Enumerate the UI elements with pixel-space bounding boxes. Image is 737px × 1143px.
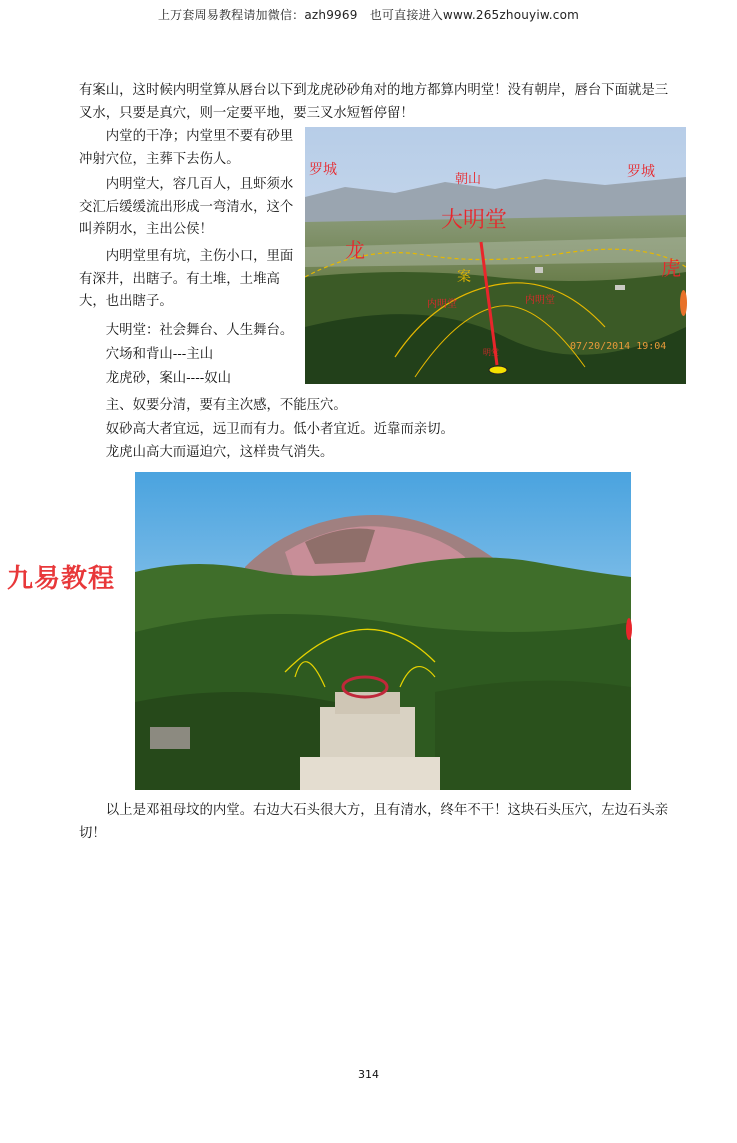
label-damingtang: 大明堂 [441,208,508,233]
page-edge-mark-2 [626,618,632,640]
watermark-logo: 九易教程 [7,564,116,594]
tomb-photo [135,472,631,790]
label-neimingtang-right: 内明堂 [525,295,555,306]
label-luocheng-left: 罗城 [309,162,337,178]
tomb-photo-drawing [135,472,631,790]
label-luocheng-right: 罗城 [627,164,655,180]
paragraph-4: 内明堂里有坑，主伤小口，里面有深井，出瞎子。有土堆，土堆高大，也出瞎子。 [79,249,294,309]
paragraph-1: 有案山，这时候内明堂算从唇台以下到龙虎砂砂角对的地方都算内明堂！没有朝岸，唇台下面就是三叉水，只要是真穴，则一定要平地，要三叉水短暂停留！ [79,83,669,121]
page-header: 上万套周易教程请加微信：azh9969 也可直接进入www.265zhouyiw.com [157,8,580,22]
page-number: 314 [358,1068,379,1081]
paragraph-9: 奴砂高大者宜远，远卫而有力。低小者宜近。近靠而亲切。 [105,422,454,437]
photo-timestamp: 07/20/2014 19:04 [570,341,667,352]
paragraph-10: 龙虎山高大而逼迫穴，这样贵气消失。 [105,445,334,460]
paragraph-8: 主、奴要分清，要有主次感，不能压穴。 [105,398,347,413]
paragraph-6: 穴场和背山---主山 [105,347,214,362]
label-an: 案 [457,269,471,285]
page-edge-mark [680,290,687,316]
label-hu: 虎 [661,256,681,280]
label-xue: 明堂 [483,348,499,357]
label-chaoshan: 朝山 [455,172,482,187]
paragraph-5: 大明堂：社会舞台、人生舞台。 [105,323,294,338]
paragraph-2: 内堂的干净；内堂里不要有砂里冲射穴位，主葬下去伤人。 [79,129,294,167]
paragraph-3: 内明堂大，容几百人，且虾须水交汇后缓缓流出形成一弯清水，这个叫养阴水，主出公侯！ [79,177,294,237]
label-neimingtang-left: 内明堂 [427,299,457,310]
landscape-photo-drawing [305,127,686,384]
annotated-landscape-photo [305,127,686,384]
label-long: 龙 [345,238,365,262]
paragraph-7: 龙虎砂，案山----奴山 [105,371,232,386]
paragraph-11: 以上是邓祖母坟的内堂。右边大石头很大方，且有清水，终年不干！这块石头压穴，左边石头亲切！ [79,803,669,841]
